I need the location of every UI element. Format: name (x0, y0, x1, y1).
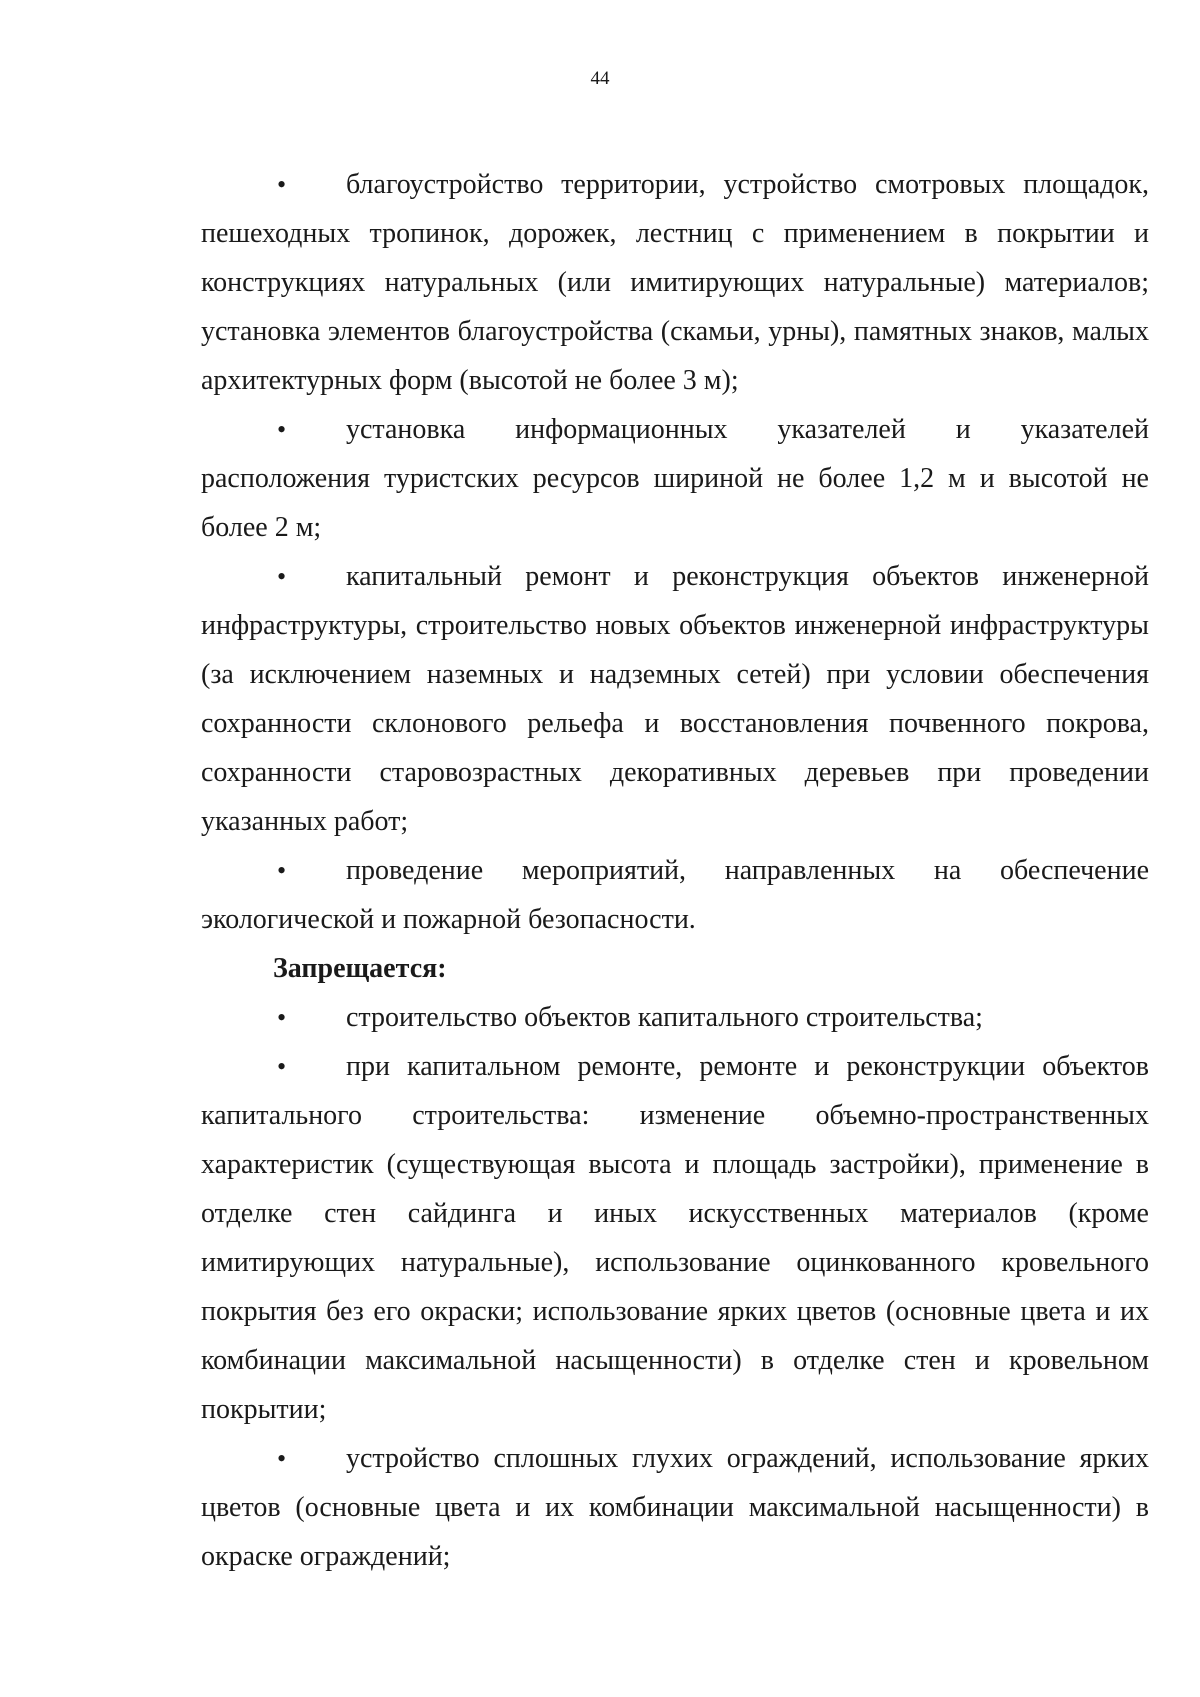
section-heading: Запрещается: (273, 953, 447, 984)
list-item-text: строительство объектов капитального строительства; (346, 1002, 983, 1033)
page-number: 44 (590, 68, 610, 89)
bullet-icon: • (277, 1052, 287, 1081)
bullet-icon: • (277, 1444, 287, 1473)
list-item-text: при капитальном ремонте, ремонте и реконструкции объектов капитального строительства: изменение объемно-пространственных характеристик (существующая высота и площадь застройки), применение в отделке стен сайдинга и иных искусственных материалов (кроме имитирующих натуральные), использование оцинкованного кровельного покрытия без его окраски; использование ярких цветов (основные цвета и их комбинации максимальной насыщенности) в отделке стен и кровельном покрытии; (201, 1051, 1149, 1425)
list-item (201, 846, 1149, 944)
bullet-icon: • (277, 856, 287, 885)
list-item (201, 160, 1149, 405)
list-item (201, 1042, 1149, 1434)
list-item (201, 405, 1149, 552)
list-item (201, 552, 1149, 846)
list-item-text: благоустройство территории, устройство смотровых площадок, пешеходных тропинок, дорожек, лестниц с применением в покрытии и конструкциях натуральных (или имитирующих натуральные) материалов; установка элементов благоустройства (скамьи, урны), памятных знаков, малых архитектурных форм (высотой не более 3 м); (201, 169, 1149, 396)
bullet-icon: • (277, 562, 287, 591)
bullet-icon: • (277, 170, 287, 199)
list-item-text: капитальный ремонт и реконструкция объектов инженерной инфраструктуры, строительство новых объектов инженерной инфраструктуры (за исключением наземных и надземных сетей) при условии обеспечения сохранности склонового рельефа и восстановления почвенного покрова, сохранности старовозрастных декоративных деревьев при проведении указанных работ; (201, 561, 1149, 837)
list-item (201, 993, 1149, 1042)
bullet-icon: • (277, 1003, 287, 1032)
list-item-text: устройство сплошных глухих ограждений, использование ярких цветов (основные цвета и их комбинации максимальной насыщенности) в окраске ограждений; (201, 1443, 1149, 1572)
document-body (201, 160, 1149, 1581)
list-item-text: установка информационных указателей и указателей расположения туристских ресурсов шириной не более 1,2 м и высотой не более 2 м; (201, 414, 1149, 543)
list-item-text: проведение мероприятий, направленных на обеспечение экологической и пожарной безопасности. (201, 855, 1149, 935)
bullet-icon: • (277, 415, 287, 444)
list-item (201, 1434, 1149, 1581)
